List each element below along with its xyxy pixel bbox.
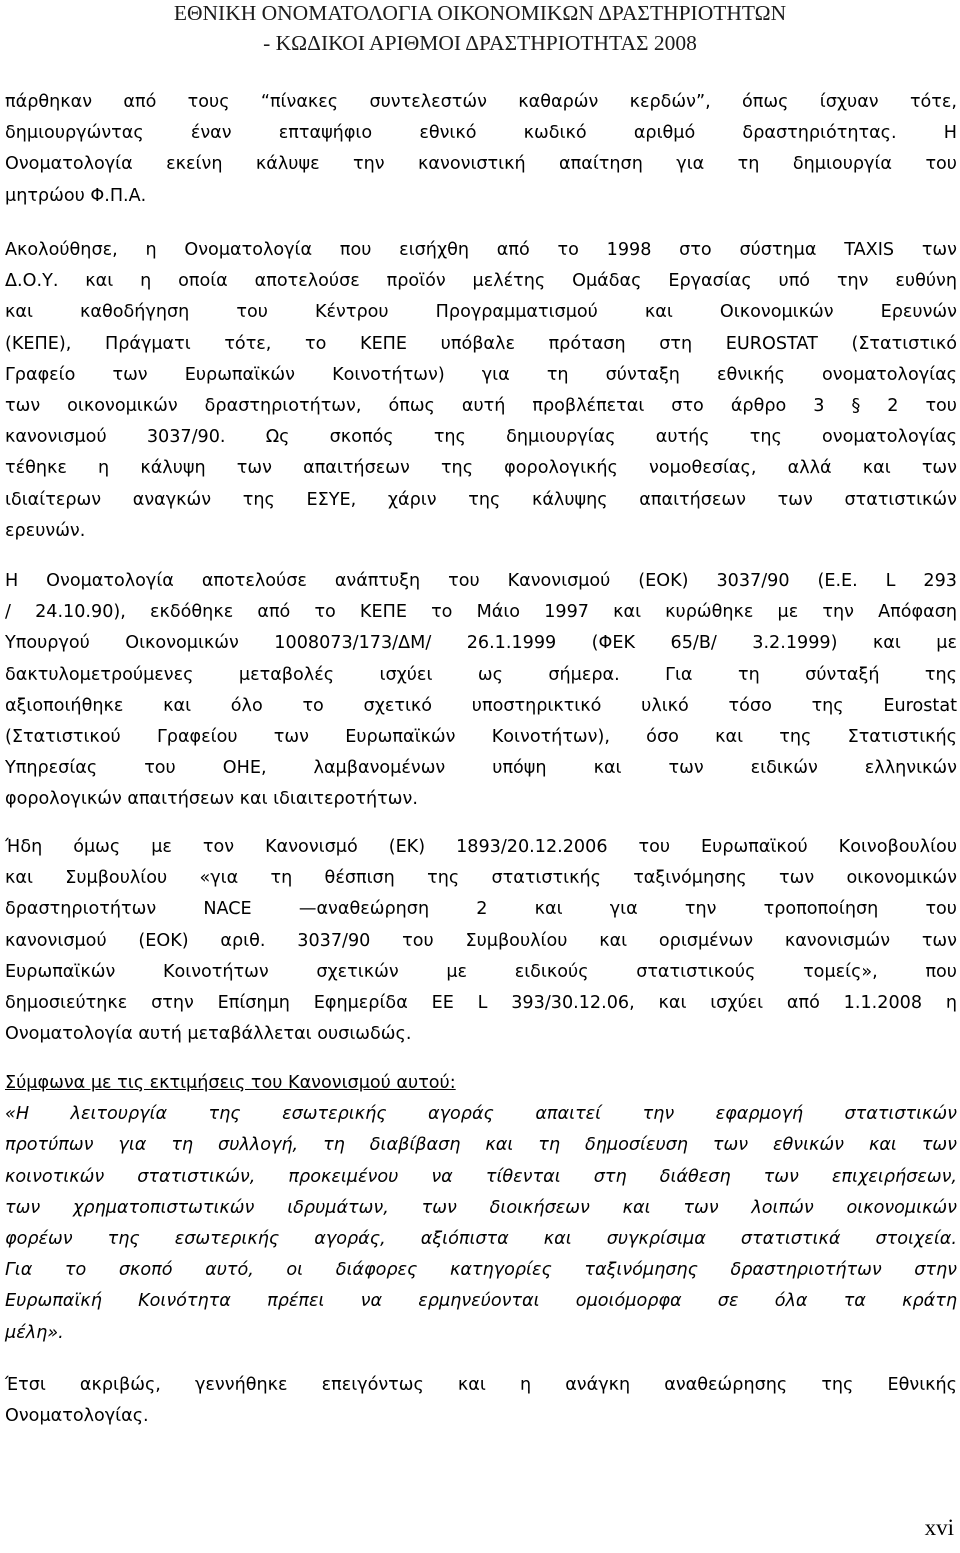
paragraph-line: Ονοματολογία εκείνη κάλυψε την κανονιστική απαίτηση για τη δημιουργία του	[5, 154, 957, 175]
quote-line: μέλη».	[5, 1322, 64, 1343]
paragraph-line: Ακολούθησε, η Ονοματολογία που εισήχθη από το 1998 στο σύστημα TAXIS των	[5, 240, 957, 260]
paragraph-2	[5, 235, 957, 547]
paragraph-line: Ονοματολογίας.	[5, 1406, 149, 1427]
paragraph-line: Η Ονοματολογία αποτελούσε ανάπτυξη του Κανονισμού (ΕΟΚ) 3037/90 (Ε.Ε. L 293	[5, 571, 957, 591]
paragraph-line: των οικονομικών δραστηριοτήτων, όπως αυτή προβλέπεται στο άρθρο 3 § 2 του	[5, 395, 957, 416]
paragraph-line: Δ.Ο.Υ. και η οποία αποτελούσε προϊόν μελέτης Ομάδας Εργασίας υπό την ευθύνη	[5, 271, 957, 292]
paragraph-line: τέθηκε η κάλυψη των απαιτήσεων της φορολογικής νομοθεσίας, αλλά και των	[5, 458, 957, 479]
paragraph-line: και Συμβουλίου «για τη θέσπιση της στατιστικής ταξινόμησης των οικονομικών	[5, 868, 957, 889]
paragraph-line: Γραφείο των Ευρωπαϊκών Κοινοτήτων) για τη σύνταξη εθνικής ονοματολογίας	[5, 364, 957, 385]
paragraph-line: δημοσιεύτηκε στην Επίσημη Εφημερίδα ΕΕ L 393/30.12.06, και ισχύει από 1.1.2008 η	[5, 992, 957, 1013]
paragraph-line: κανονισμού (ΕΟΚ) αριθ. 3037/90 του Συμβουλίου και ορισμένων κανονισμών των	[5, 930, 957, 951]
quote-intro-line: Σύμφωνα με τις εκτιμήσεις του Κανονισμού αυτού:	[5, 1073, 456, 1093]
quote-line: φορέων της εσωτερικής αγοράς, αξιόπιστα και συγκρίσιμα στατιστικά στοιχεία.	[5, 1228, 957, 1249]
paragraph-line: (ΚΕΠΕ), Πράγματι τότε, το ΚΕΠΕ υπόβαλε πρόταση στη EUROSTAT (Στατιστικό	[5, 333, 957, 354]
quote-line: των χρηματοπιστωτικών ιδρυμάτων, των διοικήσεων και των λοιπών οικονομικών	[5, 1197, 957, 1218]
paragraph-1	[5, 87, 957, 212]
paragraph-line: μητρώου Φ.Π.Α.	[5, 185, 147, 206]
quote-line: Για το σκοπό αυτό, οι διάφορες κατηγορίες ταξινόμησης δραστηριοτήτων στην	[5, 1260, 957, 1281]
quote-line: κοινοτικών στατιστικών, προκειμένου να τίθενται στη διάθεση των επιχειρήσεων,	[5, 1166, 957, 1187]
paragraph-line: Ήδη όμως με τον Κανονισμό (ΕΚ) 1893/20.12.2006 του Ευρωπαϊκού Κοινοβουλίου	[5, 837, 957, 857]
paragraph-line: Υπουργού Οικονομικών 1008073/173/ΔΜ/ 26.1.1999 (ΦΕΚ 65/Β/ 3.2.1999) και με	[5, 633, 957, 654]
paragraph-6	[5, 1370, 957, 1432]
paragraph-line: / 24.10.90), εκδόθηκε από το ΚΕΠΕ το Μάιο 1997 και κυρώθηκε με την Απόφαση	[5, 602, 957, 623]
paragraph-line: ιδιαίτερων αναγκών της ΕΣΥΕ, χάριν της κάλυψης απαιτήσεων των στατιστικών	[5, 489, 957, 510]
paragraph-line: Ονοματολογία αυτή μεταβάλλεται ουσιωδώς.	[5, 1024, 412, 1045]
running-header-subtitle: - ΚΩΔΙΚΟΙ ΑΡΙΘΜΟΙ ΔΡΑΣΤΗΡΙΟΤΗΤΑΣ 2008	[263, 31, 697, 55]
paragraph-line: δακτυλομετρούμενες μεταβολές ισχύει ως σήμερα. Για τη σύνταξή της	[5, 664, 957, 685]
paragraph-line: Υπηρεσίας του ΟΗΕ, λαμβανομένων υπόψη και των ειδικών ελληνικών	[5, 758, 957, 779]
paragraph-3	[5, 566, 957, 816]
paragraph-line: και καθοδήγηση του Κέντρου Προγραμματισμού και Οικονομικών Ερευνών	[5, 302, 957, 323]
quote-line: «Η λειτουργία της εσωτερικής αγοράς απαιτεί την εφαρμογή στατιστικών	[5, 1104, 957, 1125]
paragraph-line: δραστηριοτήτων NACE —αναθεώρηση 2 και για την τροποποίηση του	[5, 899, 957, 920]
paragraph-line: φορολογικών απαιτήσεων και ιδιαιτεροτήτων.	[5, 789, 418, 810]
paragraph-4	[5, 832, 957, 1050]
paragraph-line: Έτσι ακριβώς, γεννήθηκε επειγόντως και η ανάγκη αναθεώρησης της Εθνικής	[5, 1375, 957, 1395]
paragraph-line: δημιουργώντας έναν επταψήφιο εθνικό κωδικό αριθμό δραστηριότητας. Η	[5, 123, 957, 144]
paragraph-line: (Στατιστικού Γραφείου των Ευρωπαϊκών Κοινοτήτων), όσο και της Στατιστικής	[5, 726, 957, 747]
quote-line: Ευρωπαϊκή Κοινότητα πρέπει να ερμηνεύονται ομοιόμορφα σε όλα τα κράτη	[5, 1291, 957, 1312]
page-number: xvi	[924, 1515, 954, 1540]
paragraph-line: πάρθηκαν από τους “πίνακες συντελεστών καθαρών κερδών”, όπως ίσχυαν τότε,	[5, 92, 957, 112]
paragraph-5-quote	[5, 1068, 957, 1349]
paragraph-line: αξιοποιήθηκε και όλο το σχετικό υποστηρικτικό υλικό τόσο της Eurostat	[5, 695, 957, 716]
paragraph-line: ερευνών.	[5, 520, 86, 541]
paragraph-line: Ευρωπαϊκών Κοινοτήτων σχετικών με ειδικούς στατιστικούς τομείς», που	[5, 961, 957, 982]
quote-line: προτύπων για τη συλλογή, τη διαβίβαση και τη δημοσίευση των εθνικών και των	[5, 1135, 957, 1156]
running-header-title: ΕΘΝΙΚΗ ΟΝΟΜΑΤΟΛΟΓΙΑ ΟΙΚΟΝΟΜΙΚΩΝ ΔΡΑΣΤΗΡΙΟΤΗΤΩΝ	[173, 1, 787, 25]
paragraph-line: κανονισμού 3037/90. Ως σκοπός της δημιουργίας αυτής της ονοματολογίας	[5, 427, 957, 448]
